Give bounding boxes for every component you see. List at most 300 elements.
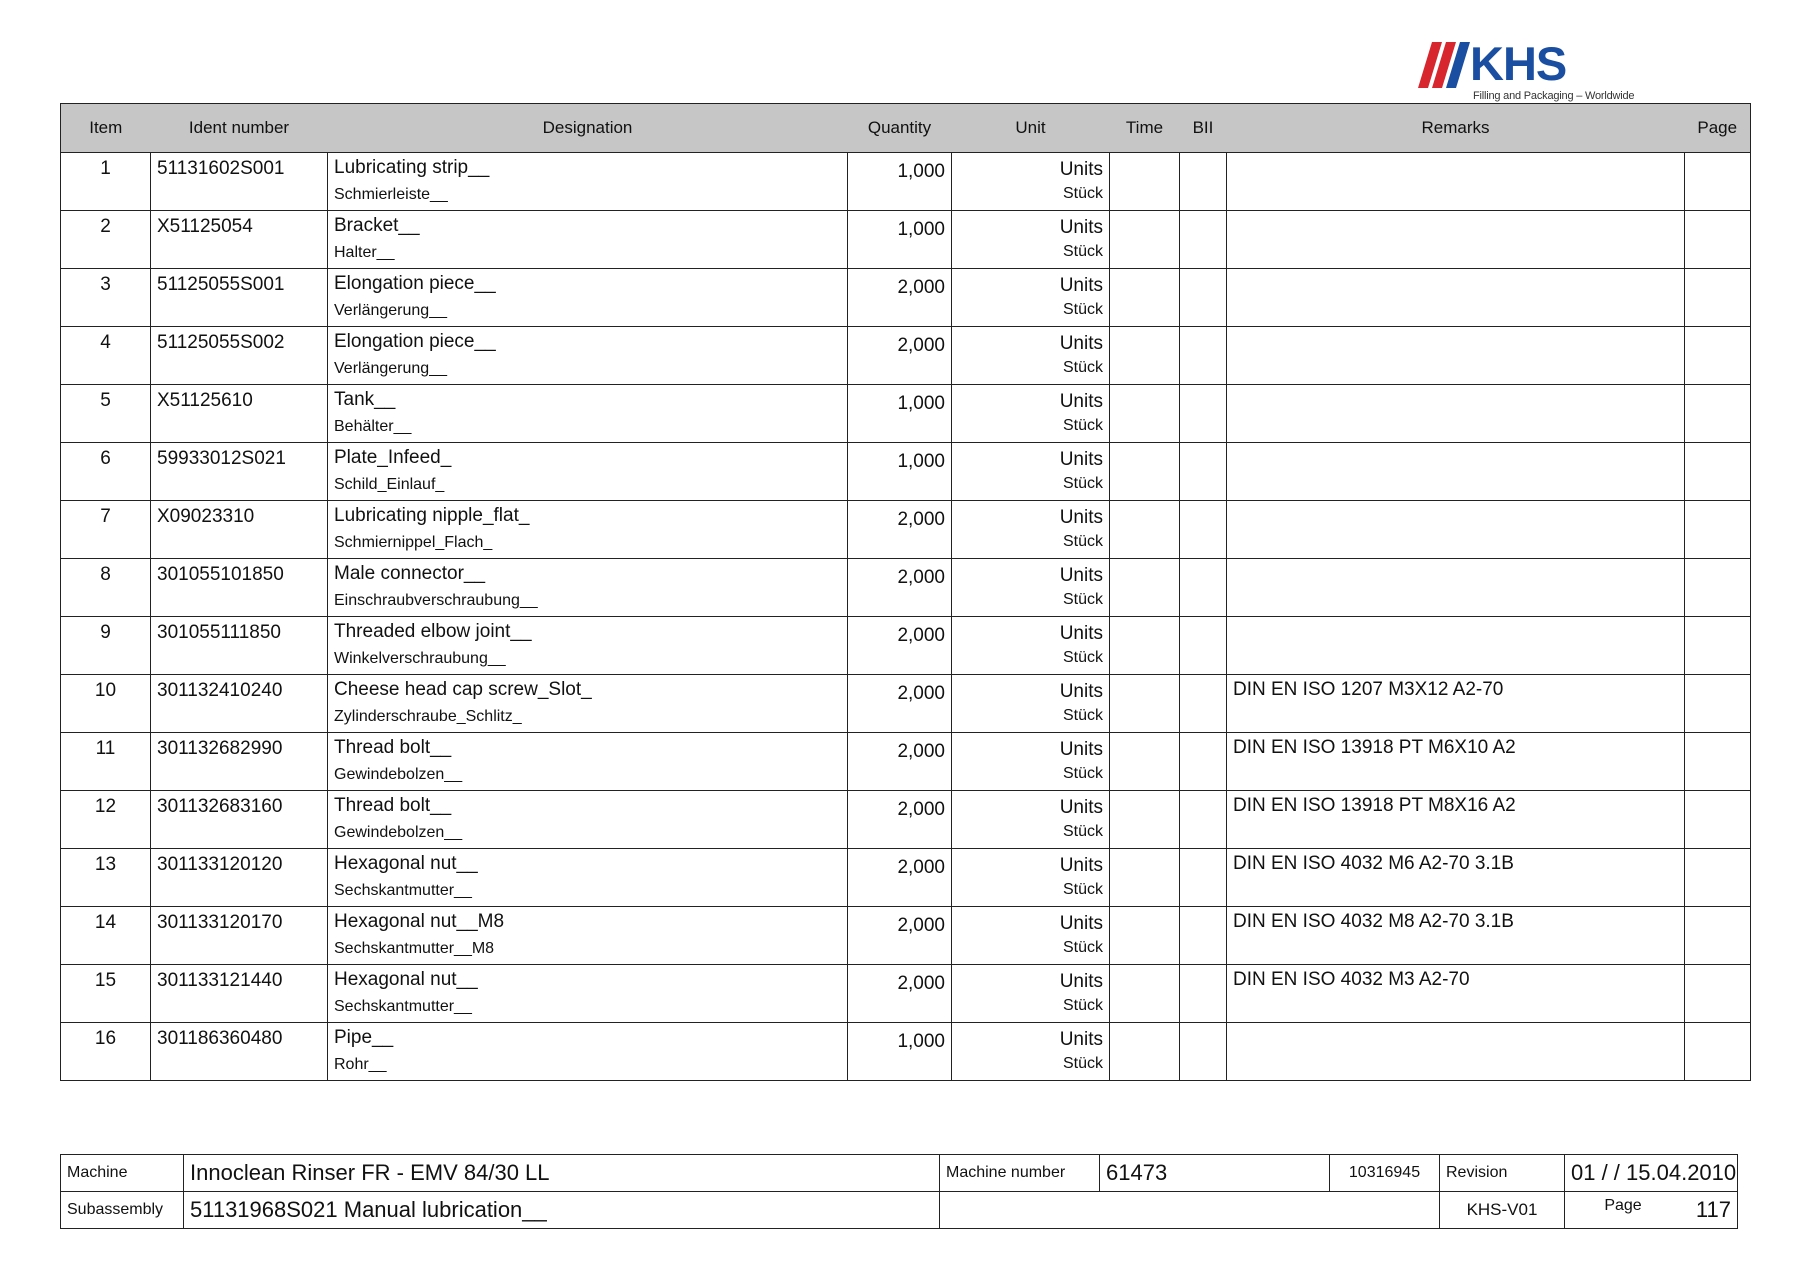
cell-remarks <box>1227 211 1685 269</box>
remarks-value <box>1227 1023 1684 1027</box>
designation-de: Verlängerung__ <box>334 360 447 377</box>
cell-unit <box>952 965 1110 1023</box>
cell-unit <box>952 211 1110 269</box>
quantity-value: 2,000 <box>897 973 945 994</box>
cell-quantity <box>848 675 952 733</box>
ident-number: 301055101850 <box>157 564 284 585</box>
table-row <box>61 617 1751 675</box>
unit-de: Stück <box>1062 475 1103 492</box>
cell-quantity <box>848 559 952 617</box>
parts-table <box>60 103 1751 1081</box>
machine-number-value: 61473 <box>1100 1155 1330 1192</box>
cell-item <box>61 907 151 965</box>
cell-designation <box>328 1023 848 1081</box>
cell-remarks <box>1227 385 1685 443</box>
cell-time <box>1110 733 1180 791</box>
machine-number-label: Machine number <box>940 1155 1100 1192</box>
designation-de: Zylinderschraube_Schlitz_ <box>334 708 522 725</box>
cell-item <box>61 211 151 269</box>
machine-value: Innoclean Rinser FR - EMV 84/30 LL <box>184 1155 940 1192</box>
cell-designation <box>328 791 848 849</box>
table-row <box>61 907 1751 965</box>
cell-designation <box>328 965 848 1023</box>
cell-unit <box>952 153 1110 211</box>
remarks-value: DIN EN ISO 4032 M6 A2-70 3.1B <box>1233 853 1514 874</box>
unit-en: Units <box>1059 855 1103 876</box>
remarks-value <box>1227 559 1684 563</box>
cell-time <box>1110 617 1180 675</box>
unit-de: Stück <box>1062 1055 1103 1072</box>
table-row <box>61 269 1751 327</box>
item-number: 6 <box>100 448 111 469</box>
designation-de: Schmiernippel_Flach_ <box>334 534 493 551</box>
cell-quantity <box>848 849 952 907</box>
cell-bii <box>1180 907 1227 965</box>
remarks-value <box>1227 327 1684 331</box>
cell-unit <box>952 443 1110 501</box>
cell-item <box>61 733 151 791</box>
designation-de: Schild_Einlauf_ <box>334 476 445 493</box>
table-row <box>61 733 1751 791</box>
header-unit: Unit <box>952 104 1110 153</box>
item-number: 7 <box>100 506 111 527</box>
cell-ident <box>151 907 328 965</box>
unit-en: Units <box>1059 1029 1103 1050</box>
remarks-value <box>1227 501 1684 505</box>
cell-quantity <box>848 385 952 443</box>
cell-item <box>61 385 151 443</box>
table-row <box>61 1023 1751 1081</box>
cell-unit <box>952 385 1110 443</box>
cell-ident <box>151 443 328 501</box>
unit-en: Units <box>1059 565 1103 586</box>
ident-number: 59933012S021 <box>157 448 286 469</box>
cell-page <box>1685 1023 1751 1081</box>
khs-logo <box>1418 37 1635 104</box>
quantity-value: 2,000 <box>897 567 945 588</box>
table-row <box>61 675 1751 733</box>
item-number: 15 <box>94 970 117 991</box>
unit-de: Stück <box>1062 301 1103 318</box>
cell-unit <box>952 733 1110 791</box>
unit-de: Stück <box>1062 359 1103 376</box>
unit-en: Units <box>1059 449 1103 470</box>
designation-en: Bracket__ <box>334 215 420 236</box>
unit-en: Units <box>1059 681 1103 702</box>
cell-time <box>1110 1023 1180 1081</box>
cell-page <box>1685 211 1751 269</box>
cell-remarks <box>1227 791 1685 849</box>
cell-page <box>1685 327 1751 385</box>
designation-de: Einschraubverschraubung__ <box>334 592 538 609</box>
cell-unit <box>952 791 1110 849</box>
ident-number: 301132683160 <box>157 796 283 817</box>
unit-en: Units <box>1059 971 1103 992</box>
revision-value: 01 / / 15.04.2010 <box>1565 1155 1738 1192</box>
cell-ident <box>151 269 328 327</box>
cell-quantity <box>848 443 952 501</box>
cell-time <box>1110 675 1180 733</box>
quantity-value: 2,000 <box>897 741 945 762</box>
cell-remarks <box>1227 965 1685 1023</box>
cell-bii <box>1180 559 1227 617</box>
cell-unit <box>952 907 1110 965</box>
designation-en: Hexagonal nut__ <box>334 853 478 874</box>
document-number: 10316945 <box>1330 1155 1440 1192</box>
header-ident: Ident number <box>151 104 328 153</box>
cell-time <box>1110 443 1180 501</box>
cell-remarks <box>1227 269 1685 327</box>
designation-de: Schmierleiste__ <box>334 186 448 203</box>
quantity-value: 2,000 <box>897 335 945 356</box>
khs-logo-tagline: Filling and Packaging – Worldwide <box>1473 90 1635 102</box>
cell-unit <box>952 501 1110 559</box>
title-block-row-machine <box>61 1155 1738 1192</box>
cell-designation <box>328 849 848 907</box>
table-row <box>61 501 1751 559</box>
cell-designation <box>328 617 848 675</box>
cell-item <box>61 1023 151 1081</box>
ident-number: X51125610 <box>157 390 253 411</box>
cell-ident <box>151 733 328 791</box>
cell-bii <box>1180 965 1227 1023</box>
cell-bii <box>1180 327 1227 385</box>
designation-en: Lubricating nipple_flat_ <box>334 505 530 526</box>
cell-ident <box>151 559 328 617</box>
header-bii: BII <box>1180 104 1227 153</box>
cell-item <box>61 443 151 501</box>
cell-bii <box>1180 385 1227 443</box>
cell-designation <box>328 907 848 965</box>
designation-de: Gewindebolzen__ <box>334 824 463 841</box>
cell-ident <box>151 1023 328 1081</box>
item-number: 11 <box>95 738 116 759</box>
remarks-value <box>1227 153 1684 157</box>
cell-quantity <box>848 501 952 559</box>
header-quantity: Quantity <box>848 104 952 153</box>
cell-bii <box>1180 733 1227 791</box>
cell-designation <box>328 733 848 791</box>
quantity-value: 2,000 <box>897 509 945 530</box>
unit-de: Stück <box>1062 707 1103 724</box>
revision-label: Revision <box>1440 1155 1565 1192</box>
header-page: Page <box>1685 104 1751 153</box>
item-number: 2 <box>100 216 111 237</box>
table-header-row <box>61 104 1751 153</box>
khs-logo-mark-icon <box>1418 42 1476 88</box>
cell-designation <box>328 385 848 443</box>
cell-time <box>1110 501 1180 559</box>
remarks-value <box>1227 211 1684 215</box>
cell-item <box>61 675 151 733</box>
cell-bii <box>1180 617 1227 675</box>
quantity-value: 2,000 <box>897 683 945 704</box>
remarks-value: DIN EN ISO 13918 PT M8X16 A2 <box>1233 795 1516 816</box>
table-row <box>61 327 1751 385</box>
cell-quantity <box>848 791 952 849</box>
designation-de: Gewindebolzen__ <box>334 766 463 783</box>
ident-number: 51125055S002 <box>157 332 285 353</box>
cell-page <box>1685 443 1751 501</box>
unit-de: Stück <box>1062 823 1103 840</box>
cell-remarks <box>1227 1023 1685 1081</box>
unit-en: Units <box>1059 391 1103 412</box>
ident-number: 301186360480 <box>157 1028 283 1049</box>
page-cell <box>1565 1192 1738 1229</box>
cell-page <box>1685 617 1751 675</box>
table-row <box>61 849 1751 907</box>
page-label: Page <box>1604 1197 1642 1214</box>
cell-page <box>1685 385 1751 443</box>
designation-de: Halter__ <box>334 244 395 261</box>
remarks-value: DIN EN ISO 4032 M8 A2-70 3.1B <box>1233 911 1514 932</box>
table-row <box>61 211 1751 269</box>
header-item: Item <box>61 104 151 153</box>
cell-quantity <box>848 153 952 211</box>
cell-page <box>1685 791 1751 849</box>
quantity-value: 1,000 <box>897 161 945 182</box>
cell-designation <box>328 327 848 385</box>
unit-de: Stück <box>1062 881 1103 898</box>
cell-remarks <box>1227 443 1685 501</box>
cell-page <box>1685 849 1751 907</box>
quantity-value: 1,000 <box>897 393 945 414</box>
cell-ident <box>151 675 328 733</box>
ident-number: 301133120120 <box>157 854 283 875</box>
cell-quantity <box>848 327 952 385</box>
cell-page <box>1685 733 1751 791</box>
item-number: 8 <box>100 564 111 585</box>
item-number: 4 <box>100 332 111 353</box>
quantity-value: 1,000 <box>897 451 945 472</box>
cell-bii <box>1180 1023 1227 1081</box>
designation-en: Plate_Infeed_ <box>334 447 452 468</box>
designation-en: Pipe__ <box>334 1027 394 1048</box>
designation-en: Elongation piece__ <box>334 273 496 294</box>
unit-en: Units <box>1059 275 1103 296</box>
unit-en: Units <box>1059 623 1103 644</box>
designation-de: Sechskantmutter__M8 <box>334 940 495 957</box>
header-designation: Designation <box>328 104 848 153</box>
ident-number: 301133121440 <box>157 970 283 991</box>
cell-bii <box>1180 675 1227 733</box>
cell-bii <box>1180 443 1227 501</box>
item-number: 14 <box>94 912 117 933</box>
unit-de: Stück <box>1062 649 1103 666</box>
cell-ident <box>151 153 328 211</box>
item-number: 13 <box>94 854 117 875</box>
designation-en: Male connector__ <box>334 563 486 584</box>
unit-de: Stück <box>1062 185 1103 202</box>
cell-remarks <box>1227 501 1685 559</box>
page-number: 117 <box>1695 1197 1731 1222</box>
cell-bii <box>1180 791 1227 849</box>
item-number: 16 <box>94 1028 117 1049</box>
ident-number: X09023310 <box>157 506 255 527</box>
quantity-value: 2,000 <box>897 277 945 298</box>
cell-item <box>61 791 151 849</box>
table-row <box>61 791 1751 849</box>
unit-en: Units <box>1059 797 1103 818</box>
quantity-value: 1,000 <box>897 1031 945 1052</box>
cell-ident <box>151 211 328 269</box>
quantity-value: 2,000 <box>897 857 945 878</box>
cell-quantity <box>848 965 952 1023</box>
cell-ident <box>151 965 328 1023</box>
ident-number: X51125054 <box>157 216 253 237</box>
cell-unit <box>952 617 1110 675</box>
item-number: 5 <box>100 390 111 411</box>
cell-time <box>1110 907 1180 965</box>
cell-remarks <box>1227 907 1685 965</box>
cell-quantity <box>848 733 952 791</box>
unit-de: Stück <box>1062 939 1103 956</box>
designation-de: Verlängerung__ <box>334 302 447 319</box>
cell-time <box>1110 791 1180 849</box>
cell-remarks <box>1227 617 1685 675</box>
unit-en: Units <box>1059 217 1103 238</box>
designation-de: Sechskantmutter__ <box>334 998 472 1015</box>
cell-time <box>1110 153 1180 211</box>
cell-quantity <box>848 1023 952 1081</box>
title-block-empty-cell <box>940 1192 1440 1229</box>
table-row <box>61 559 1751 617</box>
cell-quantity <box>848 211 952 269</box>
cell-ident <box>151 849 328 907</box>
table-row <box>61 443 1751 501</box>
cell-time <box>1110 211 1180 269</box>
cell-quantity <box>848 617 952 675</box>
cell-remarks <box>1227 327 1685 385</box>
unit-de: Stück <box>1062 997 1103 1014</box>
cell-time <box>1110 327 1180 385</box>
designation-en: Hexagonal nut__M8 <box>334 911 505 932</box>
designation-en: Hexagonal nut__ <box>334 969 478 990</box>
designation-de: Behälter__ <box>334 418 412 435</box>
subassembly-value: 51131968S021 Manual lubrication__ <box>184 1192 940 1229</box>
machine-label: Machine <box>61 1155 184 1192</box>
unit-en: Units <box>1059 507 1103 528</box>
ident-number: 301133120170 <box>157 912 283 933</box>
cell-item <box>61 501 151 559</box>
cell-bii <box>1180 153 1227 211</box>
item-number: 9 <box>100 622 111 643</box>
cell-unit <box>952 1023 1110 1081</box>
designation-en: Lubricating strip__ <box>334 157 490 178</box>
cell-designation <box>328 501 848 559</box>
cell-designation <box>328 153 848 211</box>
item-number: 1 <box>100 158 111 179</box>
cell-item <box>61 269 151 327</box>
cell-unit <box>952 327 1110 385</box>
designation-de: Sechskantmutter__ <box>334 882 472 899</box>
unit-de: Stück <box>1062 417 1103 434</box>
remarks-value: DIN EN ISO 4032 M3 A2-70 <box>1233 969 1470 990</box>
cell-bii <box>1180 269 1227 327</box>
khs-logo-text: KHS <box>1470 37 1567 90</box>
cell-page <box>1685 675 1751 733</box>
cell-remarks <box>1227 153 1685 211</box>
unit-de: Stück <box>1062 533 1103 550</box>
table-row <box>61 965 1751 1023</box>
cell-ident <box>151 617 328 675</box>
cell-bii <box>1180 849 1227 907</box>
unit-en: Units <box>1059 333 1103 354</box>
unit-de: Stück <box>1062 243 1103 260</box>
cell-ident <box>151 501 328 559</box>
ident-number: 301132410240 <box>157 680 283 701</box>
cell-page <box>1685 269 1751 327</box>
cell-item <box>61 849 151 907</box>
cell-page <box>1685 907 1751 965</box>
cell-unit <box>952 269 1110 327</box>
remarks-value: DIN EN ISO 13918 PT M6X10 A2 <box>1233 737 1516 758</box>
parts-table-body <box>61 153 1751 1081</box>
cell-bii <box>1180 501 1227 559</box>
cell-time <box>1110 269 1180 327</box>
unit-de: Stück <box>1062 591 1103 608</box>
ident-number: 301055111850 <box>157 622 281 643</box>
cell-page <box>1685 965 1751 1023</box>
designation-en: Threaded elbow joint__ <box>334 621 532 642</box>
cell-remarks <box>1227 675 1685 733</box>
cell-unit <box>952 559 1110 617</box>
designation-en: Cheese head cap screw_Slot_ <box>334 679 592 700</box>
cell-designation <box>328 443 848 501</box>
designation-en: Thread bolt__ <box>334 795 452 816</box>
unit-en: Units <box>1059 913 1103 934</box>
cell-item <box>61 327 151 385</box>
cell-remarks <box>1227 559 1685 617</box>
cell-ident <box>151 327 328 385</box>
cell-designation <box>328 675 848 733</box>
cell-time <box>1110 385 1180 443</box>
cell-designation <box>328 559 848 617</box>
cell-designation <box>328 269 848 327</box>
cell-ident <box>151 385 328 443</box>
khs-version: KHS-V01 <box>1440 1192 1565 1229</box>
unit-de: Stück <box>1062 765 1103 782</box>
item-number: 12 <box>94 796 117 817</box>
remarks-value <box>1227 269 1684 273</box>
unit-en: Units <box>1059 739 1103 760</box>
ident-number: 51131602S001 <box>157 158 285 179</box>
cell-unit <box>952 675 1110 733</box>
cell-page <box>1685 501 1751 559</box>
quantity-value: 2,000 <box>897 799 945 820</box>
ident-number: 51125055S001 <box>157 274 285 295</box>
cell-item <box>61 617 151 675</box>
title-block-row-subassembly <box>61 1192 1738 1229</box>
remarks-value: DIN EN ISO 1207 M3X12 A2-70 <box>1233 679 1504 700</box>
cell-ident <box>151 791 328 849</box>
remarks-value <box>1227 385 1684 389</box>
cell-remarks <box>1227 849 1685 907</box>
item-number: 3 <box>100 274 111 295</box>
designation-de: Rohr__ <box>334 1056 387 1073</box>
title-block <box>60 1154 1738 1229</box>
table-row <box>61 153 1751 211</box>
cell-item <box>61 965 151 1023</box>
cell-item <box>61 153 151 211</box>
designation-de: Winkelverschraubung__ <box>334 650 506 667</box>
cell-quantity <box>848 907 952 965</box>
quantity-value: 2,000 <box>897 625 945 646</box>
designation-en: Elongation piece__ <box>334 331 496 352</box>
cell-time <box>1110 965 1180 1023</box>
cell-remarks <box>1227 733 1685 791</box>
cell-bii <box>1180 211 1227 269</box>
